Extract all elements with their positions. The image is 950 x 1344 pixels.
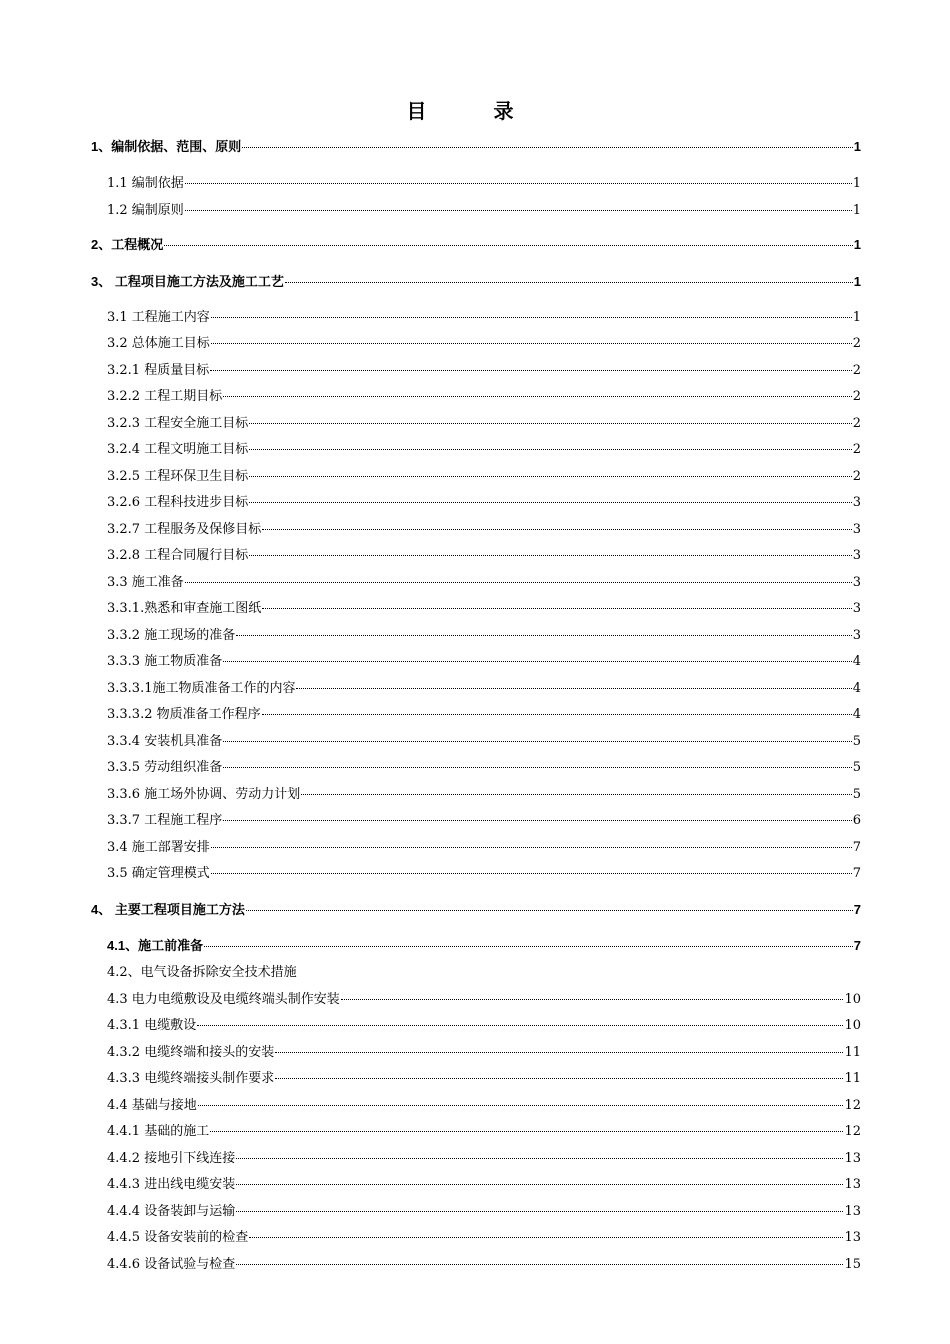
toc-dot-leader — [223, 766, 852, 768]
toc-subsection-entry[interactable] — [107, 332, 861, 351]
toc-entry-label: 3.3.4 安装机具准备 — [107, 734, 223, 749]
toc-entry-label: 4.4.5 设备安装前的检查 — [107, 1230, 249, 1245]
toc-dot-leader — [296, 687, 851, 689]
toc-dot-leader — [198, 1104, 844, 1106]
toc-subsection-entry[interactable] — [107, 961, 861, 980]
toc-entry-label: 3.1 工程施工内容 — [107, 310, 210, 325]
toc-page-number: 2 — [852, 389, 861, 404]
toc-subsection-entry[interactable] — [107, 491, 861, 510]
toc-dot-leader — [275, 1077, 843, 1079]
toc-entry-label: 3.2 总体施工目标 — [107, 336, 210, 351]
toc-dot-leader — [301, 793, 852, 795]
toc-subsection-entry[interactable] — [107, 544, 861, 563]
toc-page-number: 13 — [844, 1177, 861, 1192]
toc-entry-label: 3.3.3.1施工物质准备工作的内容 — [107, 681, 296, 696]
toc-entry-label: 4.3.1 电缆敷设 — [107, 1018, 197, 1033]
toc-dot-leader — [211, 872, 852, 874]
toc-page-number: 1 — [852, 203, 861, 218]
toc-subsection-entry[interactable] — [107, 571, 861, 590]
toc-entry-label: 4.4.3 进出线电缆安装 — [107, 1177, 236, 1192]
toc-subsection-entry[interactable] — [107, 438, 861, 457]
toc-entry-label: 3.2.2 工程工期目标 — [107, 389, 223, 404]
toc-page-number: 1 — [853, 237, 861, 252]
toc-entry-label: 4.2、电气设备拆除安全技术措施 — [107, 965, 297, 980]
toc-entry-label: 4.4 基础与接地 — [107, 1098, 197, 1113]
toc-page-number: 7 — [853, 902, 861, 917]
toc-subsection-entry[interactable] — [107, 624, 861, 643]
toc-entry-label: 4.4.4 设备装卸与运输 — [107, 1204, 236, 1219]
toc-page-number: 7 — [852, 866, 861, 881]
toc-subsection-entry[interactable] — [107, 1147, 861, 1166]
toc-page-number: 1 — [852, 310, 861, 325]
toc-page-number: 4 — [852, 681, 861, 696]
toc-page-number: 4 — [852, 707, 861, 722]
toc-subsection-entry[interactable] — [107, 650, 861, 669]
toc-page-number: 2 — [852, 469, 861, 484]
toc-page-number: 5 — [852, 734, 861, 749]
toc-heading-entry[interactable] — [91, 136, 861, 155]
toc-subsection-entry[interactable] — [107, 809, 861, 828]
toc-dot-leader — [236, 1210, 843, 1212]
toc-entry-label: 4.3 电力电缆敷设及电缆终端头制作安装 — [107, 992, 340, 1007]
toc-subsection-entry[interactable] — [107, 172, 861, 191]
toc-page-number: 3 — [852, 575, 861, 590]
toc-page-number: 13 — [844, 1151, 861, 1166]
toc-entry-label: 3、 工程项目施工方法及施工工艺 — [91, 274, 284, 289]
toc-subsection-entry[interactable] — [107, 783, 861, 802]
toc-dot-leader — [249, 448, 852, 450]
toc-dot-leader — [249, 1236, 843, 1238]
toc-page-number: 4 — [852, 654, 861, 669]
toc-dot-leader — [285, 281, 853, 283]
toc-dot-leader — [223, 740, 852, 742]
toc-subsection-entry[interactable] — [107, 1253, 861, 1272]
toc-entry-label: 4.4.6 设备试验与检查 — [107, 1257, 236, 1272]
toc-subsection-entry[interactable] — [107, 1067, 861, 1086]
toc-dot-leader — [262, 607, 852, 609]
toc-dot-leader — [236, 1183, 843, 1185]
toc-dot-leader — [185, 209, 852, 211]
toc-subsection-entry[interactable] — [107, 385, 861, 404]
toc-entry-label: 3.2.3 工程安全施工目标 — [107, 416, 249, 431]
toc-subsection-entry[interactable] — [107, 862, 861, 881]
toc-entry-label: 3.3.5 劳动组织准备 — [107, 760, 223, 775]
toc-page-number: 10 — [844, 1018, 861, 1033]
toc-subsection-entry[interactable] — [107, 988, 861, 1007]
toc-page-number: 3 — [852, 628, 861, 643]
toc-page-number: 2 — [852, 336, 861, 351]
toc-page-number: 7 — [852, 840, 861, 855]
toc-page-number: 12 — [844, 1124, 861, 1139]
toc-dot-leader — [236, 1157, 843, 1159]
toc-page-number: 15 — [844, 1257, 861, 1272]
toc-subsection-entry[interactable] — [107, 465, 861, 484]
toc-page-number: 10 — [844, 992, 861, 1007]
toc-dot-leader — [249, 554, 852, 556]
toc-subsection-entry[interactable] — [107, 1120, 861, 1139]
toc-entry-label: 3.3.3 施工物质准备 — [107, 654, 223, 669]
toc-entry-label: 3.2.8 工程合同履行目标 — [107, 548, 249, 563]
toc-subsection-entry[interactable] — [107, 1200, 861, 1219]
toc-page-number: 2 — [852, 416, 861, 431]
toc-page-number: 2 — [852, 363, 861, 378]
toc-subsection-entry[interactable] — [107, 703, 861, 722]
toc-dot-leader — [249, 501, 852, 503]
toc-entry-label: 4.3.3 电缆终端接头制作要求 — [107, 1071, 275, 1086]
toc-subsection-entry[interactable] — [107, 836, 861, 855]
toc-subsection-entry[interactable] — [107, 412, 861, 431]
page-title: 目 录 — [406, 99, 544, 123]
toc-page-number: 5 — [852, 760, 861, 775]
toc-subsection-entry[interactable] — [107, 935, 861, 954]
toc-dot-leader — [249, 475, 852, 477]
toc-subsection-entry[interactable] — [107, 1041, 861, 1060]
toc-subsection-entry[interactable] — [107, 518, 861, 537]
toc-dot-leader — [246, 909, 853, 911]
toc-dot-leader — [210, 1130, 843, 1132]
toc-entry-label: 3.3 施工准备 — [107, 575, 184, 590]
toc-entry-label: 3.2.5 工程环保卫生目标 — [107, 469, 249, 484]
toc-entry-label: 3.3.1.熟悉和审查施工图纸 — [107, 601, 262, 616]
toc-dot-leader — [211, 846, 852, 848]
toc-dot-leader — [341, 998, 844, 1000]
toc-dot-leader — [164, 244, 853, 246]
toc-page-number: 7 — [853, 938, 861, 953]
toc-page-number: 3 — [852, 601, 861, 616]
toc-subsection-entry[interactable] — [107, 1226, 861, 1245]
toc-dot-leader — [204, 945, 853, 947]
toc-subsection-entry[interactable] — [107, 1014, 861, 1033]
toc-page-number: 11 — [844, 1071, 861, 1086]
toc-subsection-entry[interactable] — [107, 1173, 861, 1192]
toc-subsection-entry[interactable] — [107, 730, 861, 749]
toc-dot-leader — [185, 581, 852, 583]
toc-entry-label: 2、工程概况 — [91, 237, 164, 252]
toc-page-number: 13 — [844, 1204, 861, 1219]
toc-entry-label: 3.3.7 工程施工程序 — [107, 813, 223, 828]
toc-page-number: 13 — [844, 1230, 861, 1245]
toc-dot-leader — [211, 342, 852, 344]
toc-entry-label: 1.1 编制依据 — [107, 176, 184, 191]
toc-dot-leader — [223, 660, 852, 662]
toc-subsection-entry[interactable] — [107, 677, 861, 696]
toc-entry-label: 3.5 确定管理模式 — [107, 866, 210, 881]
toc-page-number: 3 — [852, 495, 861, 510]
toc-dot-leader — [262, 528, 852, 530]
toc-dot-leader — [236, 634, 852, 636]
toc-heading-entry[interactable] — [91, 234, 861, 253]
toc-dot-leader — [197, 1024, 843, 1026]
toc-entry-label: 4.3.2 电缆终端和接头的安装 — [107, 1045, 275, 1060]
toc-entry-label: 3.2.1 程质量目标 — [107, 363, 210, 378]
toc-page-number: 1 — [853, 139, 861, 154]
toc-entry-label: 4、 主要工程项目施工方法 — [91, 902, 245, 917]
toc-entry-label: 4.4.2 接地引下线连接 — [107, 1151, 236, 1166]
toc-page-number: 3 — [852, 548, 861, 563]
toc-dot-leader — [223, 819, 852, 821]
toc-page-number: 12 — [844, 1098, 861, 1113]
toc-page-number: 1 — [852, 176, 861, 191]
toc-subsection-entry[interactable] — [107, 359, 861, 378]
toc-entry-label: 1.2 编制原则 — [107, 203, 184, 218]
toc-dot-leader — [262, 713, 852, 715]
toc-heading-entry[interactable] — [91, 271, 861, 290]
toc-entry-label: 3.2.4 工程文明施工目标 — [107, 442, 249, 457]
toc-entry-label: 3.4 施工部署安排 — [107, 840, 210, 855]
toc-entry-label: 3.2.6 工程科技进步目标 — [107, 495, 249, 510]
toc-dot-leader — [210, 369, 852, 371]
toc-subsection-entry[interactable] — [107, 597, 861, 616]
toc-page-number: 3 — [852, 522, 861, 537]
toc-dot-leader — [185, 182, 852, 184]
toc-entry-label: 3.2.7 工程服务及保修目标 — [107, 522, 262, 537]
toc-dot-leader — [223, 395, 852, 397]
toc-entry-label: 3.3.2 施工现场的准备 — [107, 628, 236, 643]
toc-entry-label: 4.1、施工前准备 — [107, 938, 204, 953]
toc-page-number: 6 — [852, 813, 861, 828]
toc-page-number: 11 — [844, 1045, 861, 1060]
toc-dot-leader — [275, 1051, 843, 1053]
toc-dot-leader — [236, 1263, 843, 1265]
toc-subsection-entry[interactable] — [107, 1094, 861, 1113]
toc-dot-leader — [242, 146, 853, 148]
toc-page-number: 1 — [853, 274, 861, 289]
toc-subsection-entry[interactable] — [107, 199, 861, 218]
toc-entry-label: 1、编制依据、范围、原则 — [91, 139, 242, 154]
toc-entry-label: 3.3.3.2 物质准备工作程序 — [107, 707, 261, 722]
toc-entry-label: 4.4.1 基础的施工 — [107, 1124, 210, 1139]
toc-dot-leader — [211, 316, 852, 318]
toc-page-number: 5 — [852, 787, 861, 802]
toc-entry-label: 3.3.6 施工场外协调、劳动力计划 — [107, 787, 301, 802]
toc-page-number: 2 — [852, 442, 861, 457]
toc-dot-leader — [249, 422, 852, 424]
toc-subsection-entry[interactable] — [107, 306, 861, 325]
toc-heading-entry[interactable] — [91, 899, 861, 918]
toc-subsection-entry[interactable] — [107, 756, 861, 775]
